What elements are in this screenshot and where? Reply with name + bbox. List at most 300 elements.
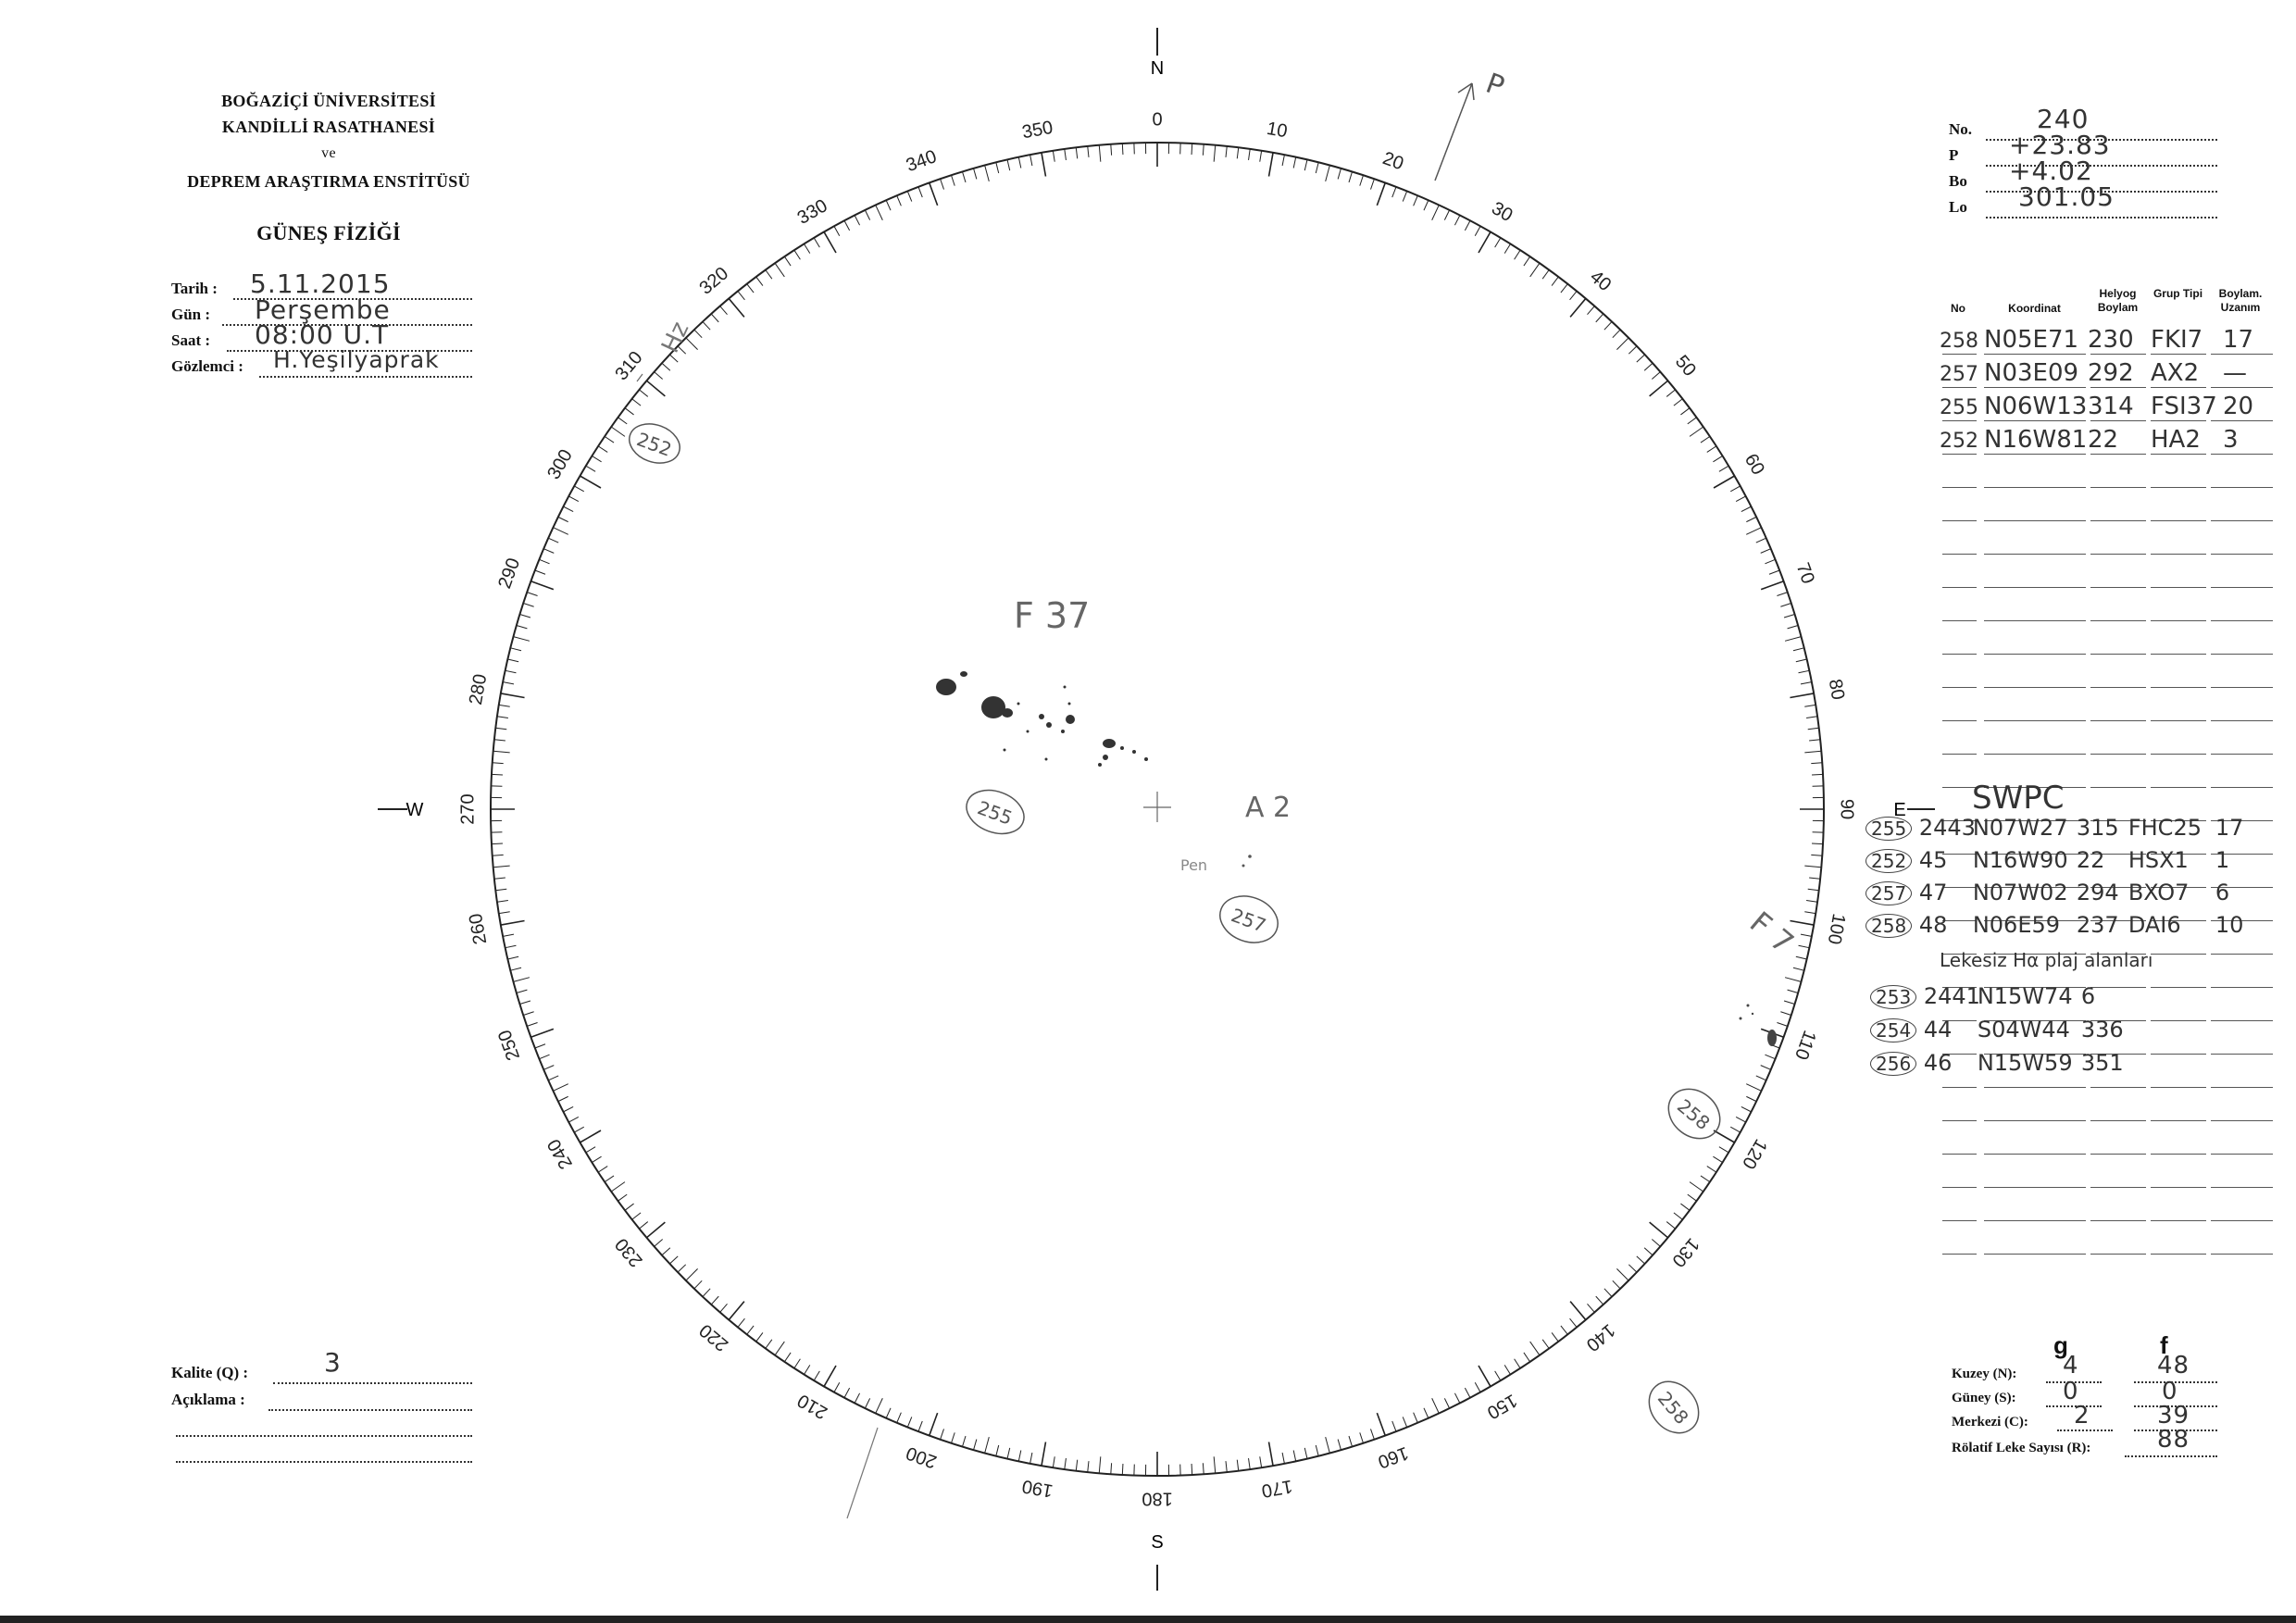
- degree-tick: [527, 593, 537, 596]
- degree-tick: [720, 306, 728, 315]
- group-label-258: [1659, 1079, 1730, 1148]
- degree-tick: [930, 1413, 938, 1435]
- degree-tick: [1801, 934, 1812, 936]
- degree-tick: [1761, 1066, 1771, 1070]
- swpc-coord: N16W90: [1972, 847, 2068, 873]
- degree-tick: [1018, 1451, 1020, 1462]
- degree-tick: [1690, 1182, 1703, 1192]
- sunspot: [981, 696, 1005, 718]
- degree-tick: [1616, 1268, 1628, 1280]
- degree-tick: [1765, 1055, 1775, 1058]
- observer-value: H.Yeşilyaprak: [273, 346, 440, 373]
- degree-label: 350: [1020, 117, 1055, 144]
- sunspot: [1017, 703, 1020, 705]
- degree-tick: [1293, 157, 1295, 169]
- degree-tick: [952, 1432, 955, 1442]
- degree-tick: [1282, 1453, 1284, 1464]
- degree-tick: [886, 200, 891, 210]
- degree-tick: [930, 182, 938, 205]
- degree-tick: [1530, 1342, 1540, 1355]
- degree-tick: [1076, 1460, 1077, 1471]
- swpc-lon: 22: [2076, 847, 2105, 873]
- degree-tick: [1730, 1127, 1740, 1132]
- degree-tick: [639, 390, 647, 397]
- group-label-257: [1214, 889, 1285, 951]
- degree-tick: [1714, 476, 1735, 488]
- degree-tick: [535, 1044, 545, 1048]
- degree-tick: [1701, 436, 1710, 443]
- degree-tick: [497, 717, 508, 718]
- table-header-no: No: [1951, 302, 1965, 315]
- svg-text:257: 257: [1228, 904, 1269, 937]
- degree-tick: [1260, 151, 1262, 162]
- row-lon: 314: [2088, 393, 2134, 420]
- degree-tick: [493, 751, 510, 753]
- sunspot: [1242, 865, 1245, 868]
- sunspot: [1064, 686, 1067, 689]
- degree-tick: [1793, 648, 1804, 651]
- svg-text:258: 258: [1673, 1094, 1715, 1135]
- degree-label: 60: [1740, 450, 1769, 479]
- degree-tick: [794, 250, 801, 259]
- center-f-value: 39: [2157, 1402, 2190, 1429]
- plage-coord: N15W59: [1977, 1050, 2073, 1076]
- degree-tick: [1424, 1408, 1429, 1418]
- observer-label: Gözlemci :: [171, 357, 243, 375]
- degree-tick: [1371, 179, 1375, 189]
- row-coord: N16W81: [1984, 426, 2088, 454]
- sunspot: [1103, 755, 1108, 760]
- degree-tick: [1808, 728, 1819, 729]
- sunspot: [1027, 730, 1029, 733]
- degree-tick: [507, 659, 518, 662]
- degree-tick: [1604, 1289, 1612, 1297]
- degree-tick: [535, 570, 545, 574]
- degree-tick: [1799, 670, 1810, 672]
- plage-lon: 6: [2080, 983, 2096, 1009]
- plage-lon: 351: [2080, 1050, 2124, 1076]
- degree-label: 130: [1667, 1233, 1703, 1271]
- sunspot: [1120, 746, 1124, 750]
- degree-tick: [523, 1012, 533, 1016]
- degree-tick: [1561, 284, 1567, 293]
- degree-tick: [1777, 1023, 1787, 1027]
- degree-tick: [1666, 390, 1675, 397]
- sunspot: [1752, 1013, 1753, 1015]
- degree-tick: [543, 549, 554, 554]
- degree-tick: [492, 843, 503, 844]
- degree-tick: [1377, 182, 1385, 205]
- plage-tag: 256: [1870, 1052, 1916, 1076]
- degree-tick: [517, 990, 528, 993]
- degree-tick: [996, 1445, 999, 1456]
- degree-tick: [553, 1084, 568, 1092]
- degree-tick: [711, 1296, 718, 1305]
- comment-label: Açıklama :: [171, 1391, 245, 1408]
- degree-label: 20: [1379, 148, 1406, 175]
- degree-tick: [907, 191, 911, 201]
- degree-label: 200: [903, 1442, 940, 1472]
- degree-label: 10: [1265, 118, 1290, 143]
- sunspot: [1039, 714, 1044, 719]
- degree-tick: [738, 1318, 745, 1327]
- degree-tick: [886, 1408, 891, 1418]
- degree-tick: [1018, 157, 1020, 169]
- degree-tick: [539, 1055, 549, 1058]
- degree-tick: [514, 978, 530, 982]
- degree-tick: [1793, 968, 1804, 970]
- time-label: Saat :: [171, 331, 211, 349]
- degree-tick: [1042, 153, 1046, 177]
- degree-tick: [1099, 145, 1101, 162]
- sunspot: [1767, 1030, 1777, 1046]
- p-arrow-head-2: [1472, 83, 1474, 100]
- degree-tick: [1804, 705, 1816, 706]
- north-g-value: 4: [2063, 1352, 2079, 1380]
- west-letter: W: [406, 800, 424, 820]
- degree-tick: [897, 195, 902, 206]
- degree-tick: [1249, 1458, 1251, 1469]
- degree-tick: [1785, 637, 1801, 642]
- degree-label: 300: [543, 445, 577, 483]
- degree-tick: [1065, 149, 1067, 160]
- degree-tick: [1326, 166, 1330, 181]
- degree-tick: [592, 456, 601, 461]
- quality-label: Kalite (Q) :: [171, 1364, 249, 1381]
- degree-tick: [941, 179, 944, 189]
- day-value: Perşembe: [255, 294, 391, 325]
- degree-tick: [907, 1417, 911, 1427]
- degree-tick: [1570, 1318, 1578, 1327]
- degree-tick: [611, 1182, 625, 1192]
- sunspot: [936, 679, 956, 695]
- degree-tick: [918, 1421, 922, 1431]
- degree-tick: [1761, 581, 1783, 590]
- degree-label: 180: [1142, 1488, 1173, 1509]
- degree-tick: [1122, 1464, 1123, 1475]
- degree-tick: [586, 466, 595, 471]
- degree-tick: [876, 1398, 883, 1413]
- swpc-coord: N06E59: [1972, 912, 2061, 938]
- degree-tick: [568, 1117, 579, 1122]
- swpc-note: Lekesiz Hα plaj alanları: [1940, 949, 2153, 971]
- degree-tick: [548, 1076, 558, 1080]
- degree-tick: [514, 637, 530, 642]
- group-label-258-rotated: [1639, 1372, 1708, 1443]
- south-f-value: 0: [2162, 1378, 2178, 1405]
- time-value: 08:00 U.T: [255, 319, 390, 350]
- degree-tick: [618, 1194, 628, 1201]
- swpc-title: SWPC: [1972, 780, 2065, 817]
- row-coord: N06W13: [1984, 393, 2088, 420]
- degree-tick: [703, 321, 710, 330]
- degree-tick: [1719, 466, 1728, 471]
- degree-tick: [632, 399, 641, 406]
- swpc-type: HSX1: [2128, 847, 2189, 873]
- swpc-lon: 294: [2076, 880, 2119, 905]
- degree-tick: [1360, 175, 1364, 185]
- swpc-no: 2443: [1918, 815, 1976, 841]
- plage-tag: 254: [1870, 1018, 1916, 1042]
- degree-tick: [553, 528, 568, 535]
- degree-tick: [1111, 144, 1112, 156]
- degree-tick: [501, 693, 525, 698]
- degree-tick: [1542, 1340, 1549, 1349]
- degree-label: 270: [457, 793, 479, 825]
- degree-tick: [1713, 1156, 1722, 1162]
- degree-tick: [1552, 277, 1558, 286]
- row-type: FKI7: [2151, 326, 2203, 354]
- degree-tick: [519, 614, 530, 618]
- degree-tick: [824, 1366, 836, 1387]
- south-letter: S: [1151, 1532, 1164, 1553]
- degree-label: 220: [695, 1319, 733, 1355]
- quality-value: 3: [324, 1347, 342, 1378]
- degree-tick: [646, 1222, 665, 1238]
- swpc-coord: N07W02: [1972, 880, 2068, 905]
- degree-tick: [1746, 1096, 1756, 1101]
- degree-tick: [497, 901, 508, 903]
- row-lon: 22: [2088, 426, 2119, 454]
- degree-tick: [1349, 171, 1353, 181]
- degree-tick: [1688, 1194, 1697, 1201]
- plage-coord: N15W74: [1977, 983, 2073, 1009]
- degree-tick: [1326, 1437, 1330, 1453]
- degree-tick: [985, 1437, 990, 1453]
- degree-tick: [844, 220, 850, 231]
- svg-text:252: 252: [633, 428, 675, 461]
- degree-tick: [1338, 169, 1341, 180]
- degree-tick: [1377, 1413, 1385, 1435]
- degree-tick: [632, 1213, 641, 1219]
- degree-tick: [1788, 626, 1799, 629]
- degree-tick: [618, 418, 628, 424]
- degree-tick: [784, 1353, 791, 1362]
- swpc-ext: 6: [2215, 880, 2230, 905]
- degree-tick: [1596, 314, 1603, 322]
- degree-tick: [1030, 1453, 1032, 1464]
- degree-tick: [558, 517, 568, 521]
- row-no: 255: [1940, 396, 1978, 419]
- degree-tick: [794, 1359, 801, 1368]
- degree-label: 90: [1836, 798, 1857, 820]
- swpc-type: FHC25: [2128, 815, 2202, 841]
- degree-tick: [1524, 256, 1530, 266]
- swpc-no: 48: [1918, 912, 1948, 938]
- degree-tick: [1392, 187, 1396, 197]
- swpc-lon: 315: [2076, 815, 2119, 841]
- degree-tick: [539, 559, 549, 563]
- sunspot: [1045, 758, 1048, 761]
- degree-tick: [855, 215, 859, 225]
- sunspot: [1103, 739, 1116, 748]
- number-label: No.: [1949, 120, 1973, 138]
- degree-tick: [1746, 528, 1761, 535]
- degree-tick: [1756, 538, 1766, 543]
- p-value: +23.83: [2009, 130, 2111, 160]
- p-axis-south-line: [847, 1428, 878, 1518]
- degree-label: 290: [494, 555, 525, 592]
- table-header-helyog: Helyog Boylam: [2097, 287, 2139, 314]
- swpc-coord: N07W27: [1972, 815, 2068, 841]
- degree-tick: [1479, 231, 1491, 253]
- degree-tick: [1784, 1001, 1794, 1005]
- degree-tick: [669, 1256, 678, 1264]
- degree-tick: [530, 1029, 553, 1037]
- sunspot: [1740, 1017, 1742, 1020]
- degree-tick: [1809, 740, 1820, 741]
- degree-tick: [1260, 1456, 1262, 1467]
- degree-tick: [1304, 1448, 1307, 1459]
- swpc-tag: 255: [1866, 817, 1912, 841]
- sunspot: [1132, 750, 1136, 754]
- degree-tick: [1701, 1176, 1710, 1182]
- degree-label: 210: [793, 1390, 831, 1423]
- degree-tick: [1111, 1463, 1112, 1474]
- degree-label: 50: [1670, 351, 1701, 381]
- degree-tick: [1237, 1460, 1238, 1471]
- degree-label: 250: [494, 1027, 525, 1064]
- degree-tick: [558, 1096, 568, 1101]
- sunspot-group-258: [1740, 1005, 1778, 1047]
- degree-tick: [720, 1304, 728, 1312]
- relative-sunspot-value: 88: [2157, 1426, 2190, 1454]
- degree-tick: [580, 476, 601, 488]
- degree-tick: [1007, 1448, 1010, 1459]
- degree-tick: [865, 1398, 869, 1408]
- degree-tick: [505, 670, 517, 672]
- degree-tick: [711, 314, 718, 322]
- header-conjunction: ve: [321, 145, 336, 161]
- swpc-tag: 252: [1866, 849, 1912, 873]
- degree-tick: [1360, 1432, 1364, 1442]
- degree-tick: [1403, 191, 1406, 201]
- degree-tick: [493, 866, 510, 868]
- degree-tick: [1761, 549, 1771, 554]
- degree-tick: [1741, 506, 1752, 511]
- degree-tick: [1316, 162, 1318, 173]
- degree-tick: [1788, 990, 1799, 993]
- row-no: 257: [1940, 363, 1978, 386]
- degree-tick: [519, 1001, 530, 1005]
- degree-tick: [1799, 945, 1810, 947]
- degree-tick: [495, 728, 506, 729]
- row-ext: 3: [2223, 426, 2239, 454]
- degree-tick: [662, 363, 670, 370]
- section-title: GÜNEŞ FİZİĞİ: [256, 221, 401, 244]
- group-257-type-label: A 2: [1245, 792, 1292, 824]
- degree-tick: [974, 169, 977, 180]
- degree-tick: [729, 1302, 744, 1320]
- degree-label: 40: [1586, 266, 1616, 296]
- degree-tick: [1542, 270, 1549, 280]
- row-ext: 20: [2223, 393, 2254, 420]
- plage-no: 2441: [1923, 983, 1980, 1009]
- degree-label: 80: [1824, 677, 1849, 702]
- degree-tick: [1237, 147, 1238, 158]
- degree-label: 330: [793, 195, 831, 229]
- degree-tick: [897, 1413, 902, 1423]
- sunspot: [1098, 763, 1102, 767]
- degree-tick: [1226, 146, 1227, 157]
- degree-tick: [580, 1130, 601, 1142]
- degree-tick: [1652, 372, 1660, 380]
- degree-tick: [1801, 682, 1812, 684]
- row-lon: 230: [2088, 326, 2134, 354]
- degree-tick: [918, 187, 922, 197]
- degree-tick: [694, 1280, 702, 1289]
- plage-no: 44: [1923, 1017, 1953, 1042]
- observatory-name: KANDİLLİ RASATHANESİ: [221, 118, 436, 136]
- row-coord: N05E71: [1984, 326, 2079, 354]
- degree-label: 100: [1823, 911, 1850, 946]
- degree-tick: [834, 1382, 840, 1392]
- degree-tick: [495, 889, 506, 890]
- sunspot: [1046, 722, 1052, 728]
- degree-tick: [729, 298, 744, 317]
- degree-tick: [1736, 1117, 1746, 1122]
- degree-tick: [974, 1440, 977, 1451]
- degree-tick: [703, 1289, 710, 1297]
- degree-tick: [505, 945, 517, 947]
- degree-tick: [1806, 901, 1817, 903]
- degree-label: 230: [611, 1233, 647, 1271]
- sunspot-group-255: [936, 671, 1148, 767]
- degree-tick: [766, 270, 772, 280]
- degree-tick: [1530, 263, 1540, 277]
- degree-tick: [1053, 1456, 1054, 1467]
- sunspot: [1747, 1005, 1750, 1007]
- group-255-type-label: F 37: [1014, 595, 1091, 636]
- degree-tick: [503, 934, 514, 936]
- degree-tick: [1403, 1417, 1406, 1427]
- university-name: BOĞAZİÇİ ÜNİVERSİTESİ: [221, 92, 436, 110]
- table-header-grup: Grup Tipi: [2152, 287, 2203, 300]
- row-type: AX2: [2151, 359, 2200, 387]
- degree-tick: [1811, 763, 1822, 764]
- degree-tick: [1688, 418, 1697, 424]
- degree-tick: [1570, 298, 1586, 317]
- swpc-ext: 1: [2215, 847, 2230, 873]
- degree-tick: [592, 1156, 601, 1162]
- plage-tag: 253: [1870, 985, 1916, 1009]
- relative-sunspot-label: Rölatif Leke Sayısı (R):: [1952, 1441, 2091, 1455]
- degree-label: 260: [465, 911, 492, 946]
- date-label: Tarih :: [171, 280, 218, 297]
- degree-tick: [1730, 486, 1740, 492]
- degree-tick: [1644, 1248, 1653, 1255]
- degree-tick: [1596, 1296, 1603, 1305]
- row-type: FSI37: [2151, 393, 2217, 420]
- degree-tick: [1495, 1371, 1501, 1380]
- row-coord: N03E09: [1984, 359, 2079, 387]
- degree-tick: [985, 166, 990, 181]
- degree-tick: [1561, 1326, 1567, 1334]
- day-label: Gün :: [171, 306, 211, 323]
- row-ext: —: [2223, 359, 2247, 387]
- degree-tick: [1804, 912, 1816, 914]
- bo-value: +4.02: [2009, 156, 2093, 186]
- degree-tick: [1007, 159, 1010, 170]
- degree-tick: [775, 1342, 784, 1355]
- degree-tick: [1444, 1398, 1449, 1408]
- degree-tick: [494, 740, 505, 741]
- degree-tick: [1613, 330, 1620, 338]
- degree-tick: [855, 1393, 859, 1404]
- degree-tick: [1053, 151, 1054, 162]
- degree-tick: [1214, 145, 1216, 162]
- degree-tick: [1122, 144, 1123, 155]
